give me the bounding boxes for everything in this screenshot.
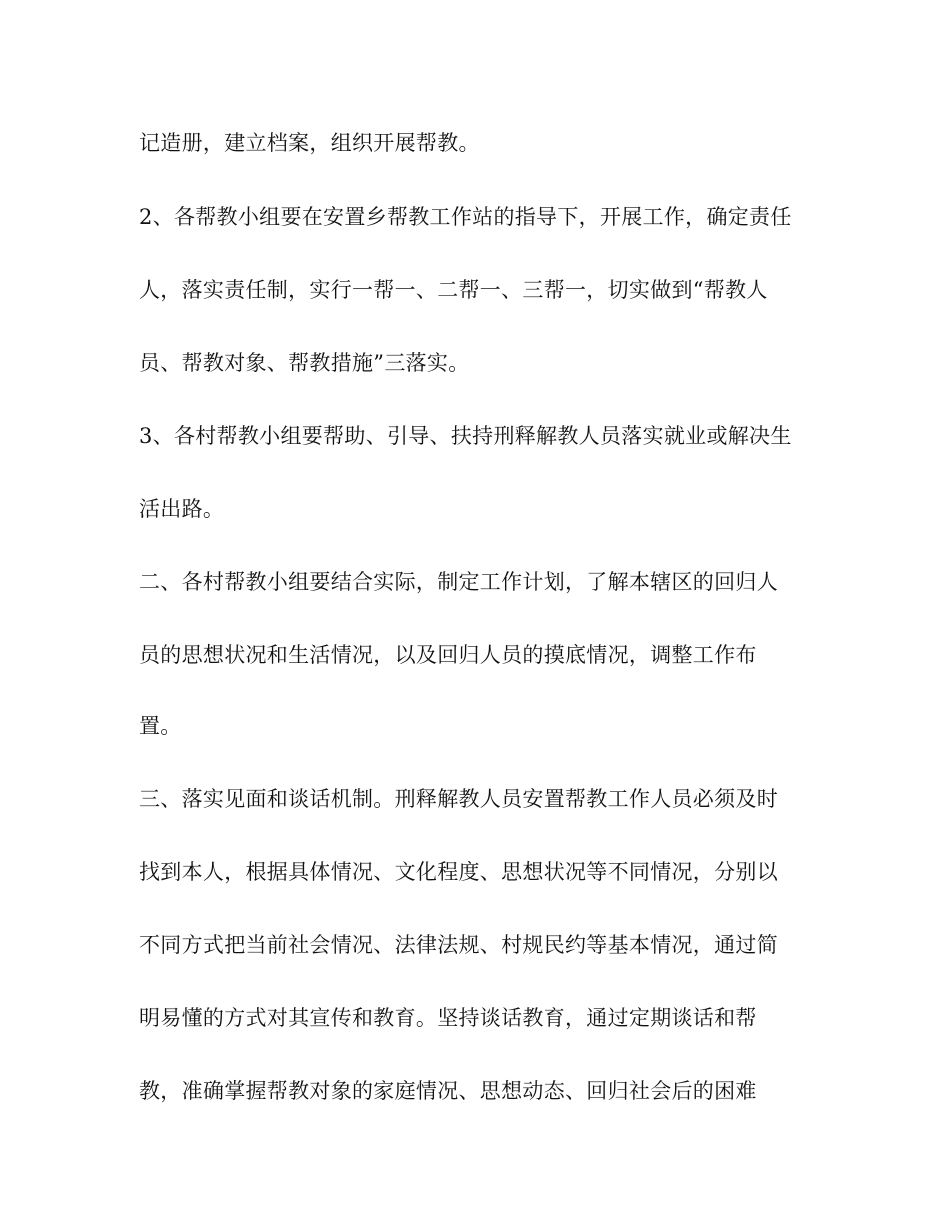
text-line: 找到本人，根据具体情况、文化程度、思想状况等不同情况，分别以 — [139, 860, 778, 884]
text-line: 人，落实责任制，实行一帮一、二帮一、三帮一，切实做到“帮教人 — [139, 278, 768, 302]
text-line: 3、各村帮教小组要帮助、引导、扶持刑释解教人员落实就业或解决生 — [139, 424, 792, 448]
text-line: 置。 — [139, 714, 182, 738]
text-line: 不同方式把当前社会情况、法律法规、村规民约等基本情况，通过简 — [139, 933, 778, 957]
text-line: 教，准确掌握帮教对象的家庭情况、思想动态、回归社会后的困难 — [139, 1079, 757, 1103]
text-line: 2、各帮教小组要在安置乡帮教工作站的指导下，开展工作，确定责任 — [139, 205, 792, 229]
text-line: 明易懂的方式对其宣传和教育。坚持谈话教育，通过定期谈话和帮 — [139, 1006, 757, 1030]
text-line: 三、落实见面和谈话机制。刑释解教人员安置帮教工作人员必须及时 — [139, 787, 778, 811]
text-line: 员的思想状况和生活情况，以及回归人员的摸底情况，调整工作布 — [139, 643, 757, 667]
text-line: 记造册，建立档案，组织开展帮教。 — [139, 131, 480, 155]
text-line: 活出路。 — [139, 497, 225, 521]
text-line: 二、各村帮教小组要结合实际，制定工作计划，了解本辖区的回归人 — [139, 570, 778, 594]
text-line: 员、帮教对象、帮教措施”三落实。 — [139, 351, 470, 375]
